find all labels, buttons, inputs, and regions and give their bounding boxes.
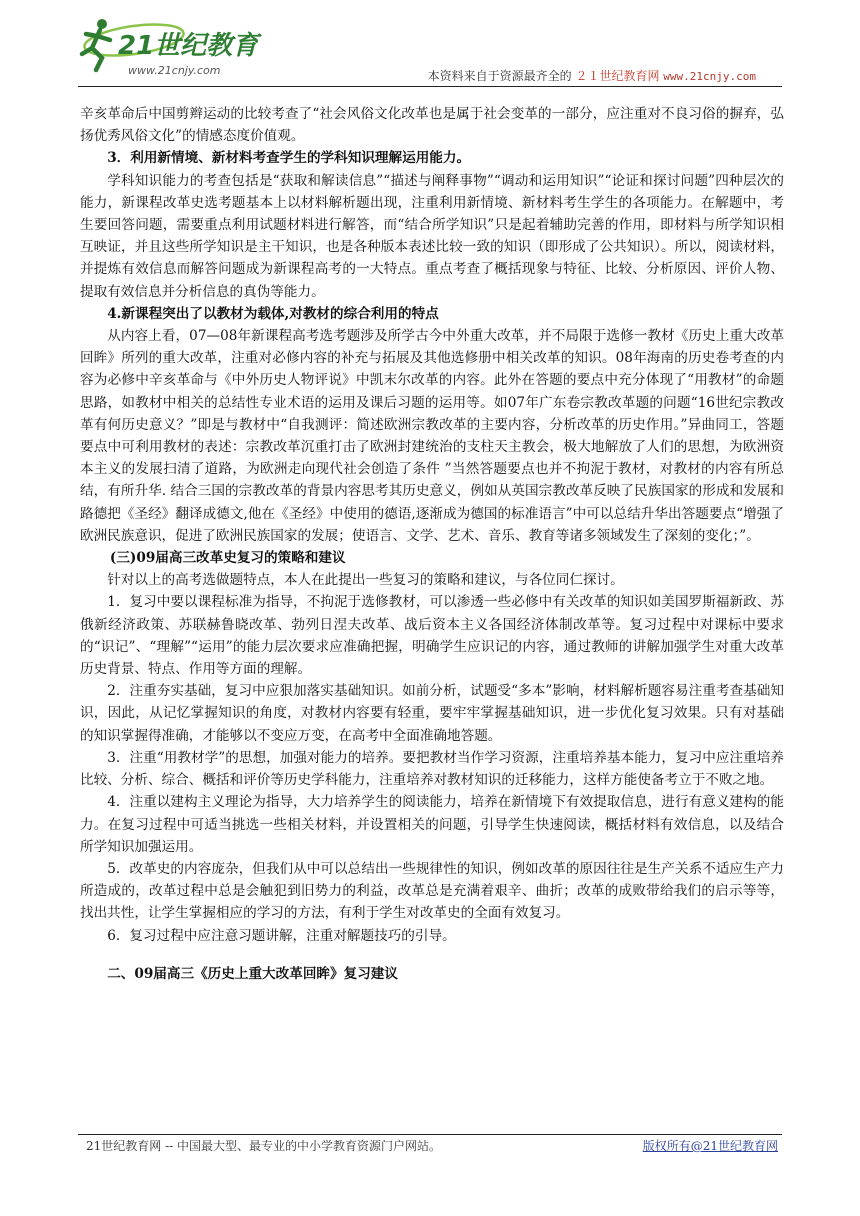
site-logo [78,14,278,84]
section-heading: 二、09届高三《历史上重大改革回眸》复习建议 [107,965,398,982]
paragraph: 学科知识能力的考查包括是“获取和解读信息”“描述与阐释事物”“调动和运用知识”“论证和探讨问题”四种层次的能力，新课程改革史选考题基本上以材料解析题出现，注重利用新情境、新材料考生学生的各项能力。在解题中，考生要回答问题，需要重点利用试题材料进行解答，而“结合所学知识”只是起着辅助完善的作用，即材料与所学知识相互映证，并且这些所学知识是主干知识，也是各种版本表述比较一致的知识（即形成了公共知识）。所以，阅读材料，并提炼有效信息而解答问题成为新课程高考的一大特点。重点考查了概括现象与特征、比较、分析原因、评价人物、提取有效信息并分析信息的真伪等能力。 [80,172,784,300]
list-item: 3．注重“用教材学”的思想，加强对能力的培养。要把教材当作学习资源，注重培养基本能力，复习中应注重培养比较、分析、综合、概括和评价等历史学科能力，注重培养对教材知识的迁移能力，这样方能使备考立于不败之地。 [80,749,784,789]
logo-main-text: 21世纪教育 [118,31,259,61]
subheading: 3．利用新情境、新材料考查学生的学科知识理解运用能力。 [107,150,471,167]
list-item: 5．改革史的内容庞杂，但我们从中可以总结出一些规律性的知识，例如改革的原因往往是生产关系不适应生产力所造成的，改革过程中总是会触犯到旧势力的利益，改革总是充满着艰辛、曲折；改革的成败带给我们的启示等等，找出共性，让学生掌握相应的学习的方法，有利于学生对改革史的全面有效复习。 [80,860,784,922]
header-note-site[interactable]: ２１世纪教育网 [575,69,660,83]
list-item: 6．复习过程中应注意习题讲解，注重对解题技巧的引导。 [107,927,456,944]
copyright-link[interactable]: 版权所有@21世纪教育网 [642,1139,778,1153]
document-body [80,103,784,985]
logo-graphic [78,14,278,84]
header-divider [78,86,782,87]
paragraph: 从内容上看，07—08年新课程高考选考题涉及所学古今中外重大改革，并不局限于选修一教材《历史上重大改革回眸》所列的重大改革，注重对必修内容的补充与拓展及其他选修册中相关改革的知识。08年海南的历史卷考查的内容为必修中辛亥革命与《中外历史人物评说》中凯末尔改革的内容。此外在答题的要点中充分体现了“用教材”的命题思路，如教材中相关的总结性专业术语的运用及课后习题的运用等。如07年广东卷宗教改革题的问题“16世纪宗教改革有何历史意义？”即是与教材中“自我测评：简述欧洲宗教改革的主要内容，分析改革的历史作用。”异曲同工，答题要点中可利用教材的表述：宗教改革沉重打击了欧洲封建统治的支柱天主教会，极大地解放了人们的思想，为欧洲资本主义的发展扫清了道路，为欧洲走向现代社会创造了条件 ”当然答题要点也并不拘泥于教材，对教材的内容有所总结，有所升华. 结合三国的宗教改革的背景内容思考其历史意义，例如从英国宗教改革反映了民族国家的形成和发展和路德把《圣经》翻译成德文,他在《圣经》中使用的德语,逐渐成为德国的标准语言”中可以总结升华出答题要点“增强了欧洲民族意识，促进了欧洲民族国家的发展；使语言、文学、艺术、音乐、教育等诸多领域发生了深刻的变化；”。 [80,328,784,544]
footer-text: 21世纪教育网 -- 中国最大型、最专业的中小学教育资源门户网站。 [86,1139,442,1153]
logo-url-text: www.21cnjy.com [128,64,221,77]
list-item: 4．注重以建构主义理论为指导，大力培养学生的阅读能力，培养在新情境下有效提取信息，进行有意义建构的能力。在复习过程中可适当挑选一些相关材料，并设置相关的问题，引导学生快速阅读，概括材料有效信息，以及结合所学知识加强运用。 [80,794,784,855]
list-item: 2．注重夯实基础，复习中应狠加落实基础知识。如前分析，试题受“多本”影响，材料解析题容易注重考查基础知识，因此，从记忆掌握知识的角度，对教材内容要有轻重，要牢牢掌握基础知识，进一步优化复习效果。只有对基础的知识掌握得准确，才能够以不变应万变，在高考中全面准确地答题。 [80,683,784,744]
list-item: 1．复习中要以课程标准为指导，不拘泥于选修教材，可以渗透一些必修中有关改革的知识如美国罗斯福新政、苏俄新经济政策、苏联赫鲁晓改革、勃列日涅夫改革、战后资本主义各国经济体制改革等。复习过程中对课标中要求的“识记”、“理解”“运用”的能力层次要求应准确把握，明确学生应识记的内容，通过教师的讲解加强学生对重大改革历史背景、特点、作用等方面的理解。 [80,594,784,678]
header-note [428,67,756,84]
subheading: (三)09届高三改革史复习的策略和建议 [109,550,346,567]
header-note-prefix: 本资料来自于资源最齐全的 [427,69,572,83]
paragraph: 针对以上的高考选做题特点，本人在此提出一些复习的策略和建议，与各位同仁探讨。 [107,572,624,589]
paragraph: 辛亥革命后中国剪辫运动的比较考查了“社会风俗文化改革也是属于社会变革的一部分，应注重对不良习俗的摒弃，弘扬优秀风俗文化”的情感态度价值观。 [80,106,784,145]
subheading: 4.新课程突出了以教材为载体,对教材的综合利用的特点 [107,305,439,322]
footer-divider [78,1134,782,1135]
header-note-url[interactable]: www.21cnjy.com [663,70,756,83]
